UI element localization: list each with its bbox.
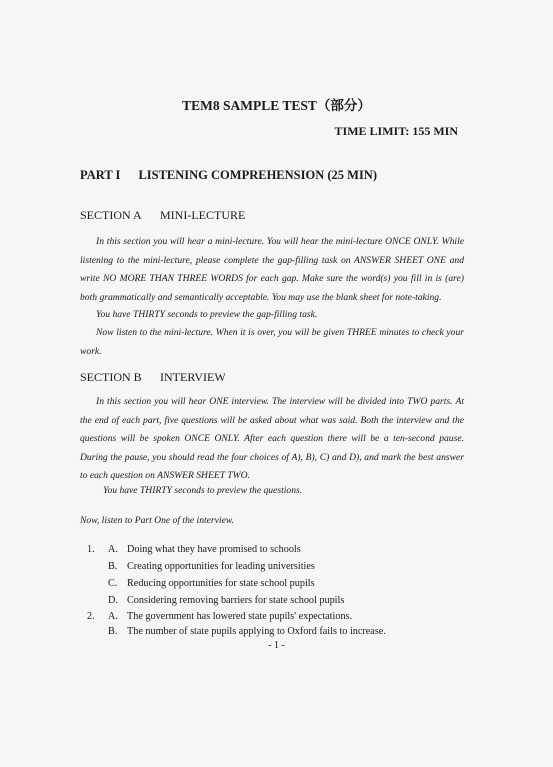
option-letter: B. — [108, 561, 118, 572]
option-text: Creating opportunities for leading universities — [127, 561, 315, 572]
part-title: LISTENING COMPREHENSION (25 MIN) — [138, 168, 377, 182]
section-a-instructions: In this section you will hear a mini-lecture. You will hear the mini-lecture ONCE ONLY. While listening to the mini-lecture, please complete the gap-filling task on ANSWER SHEET ONE and write NO MORE THAN THREE WORDS for each gap. Make sure the word(s) you fill in is (are) both grammatically and semantically acceptable. You may use the blank sheet for note-taking. — [80, 236, 464, 303]
section-b-instructions: In this section you will hear ONE interview. The interview will be divided into TWO parts. At the end of each part, five questions will be asked about what was said. Both the interview and the questions will be spoken ONCE ONLY. After each question there will be a ten-second pause. During the pause, you should read the four choices of A), B), C) and D), and mark the best answer to each question on ANSWER SHEET TWO. — [80, 396, 464, 481]
section-b-part-one-note: Now, listen to Part One of the interview. — [80, 515, 234, 526]
section-a-heading — [80, 208, 246, 223]
question-number: 2. — [87, 611, 95, 622]
option-text: Doing what they have promised to schools — [127, 544, 301, 555]
section-a-label: SECTION A — [80, 208, 142, 222]
option-text: Considering removing barriers for state school pupils — [127, 595, 345, 606]
part-heading — [80, 168, 377, 183]
time-limit: TIME LIMIT: 155 MIN — [334, 124, 458, 138]
section-a-check-note: Now listen to the mini-lecture. When it is over, you will be given THREE minutes to check your work. — [80, 327, 464, 357]
section-b-heading — [80, 370, 226, 385]
question-number: 1. — [87, 544, 95, 555]
page-number: - 1 - — [268, 640, 285, 651]
option-letter: C. — [108, 578, 118, 589]
option-text: Reducing opportunities for state school pupils — [127, 578, 315, 589]
question-1 — [87, 544, 467, 616]
option-text: The government has lowered state pupils' expectations. — [127, 611, 353, 622]
option-text: The number of state pupils applying to Oxford fails to increase. — [127, 626, 386, 637]
part-label: PART I — [80, 168, 121, 182]
section-b-title: INTERVIEW — [160, 370, 226, 384]
document-title: TEM8 SAMPLE TEST（部分） — [182, 98, 371, 113]
section-a-preview-note: You have THIRTY seconds to preview the gap-filling task. — [96, 309, 318, 320]
section-b-label: SECTION B — [80, 370, 142, 384]
option-letter: B. — [108, 626, 118, 637]
option-letter: A. — [108, 611, 118, 622]
section-a-title: MINI-LECTURE — [160, 208, 246, 222]
section-b-preview-note: You have THIRTY seconds to preview the questions. — [103, 485, 303, 496]
option-letter: A. — [108, 544, 118, 555]
option-letter: D. — [108, 595, 118, 606]
